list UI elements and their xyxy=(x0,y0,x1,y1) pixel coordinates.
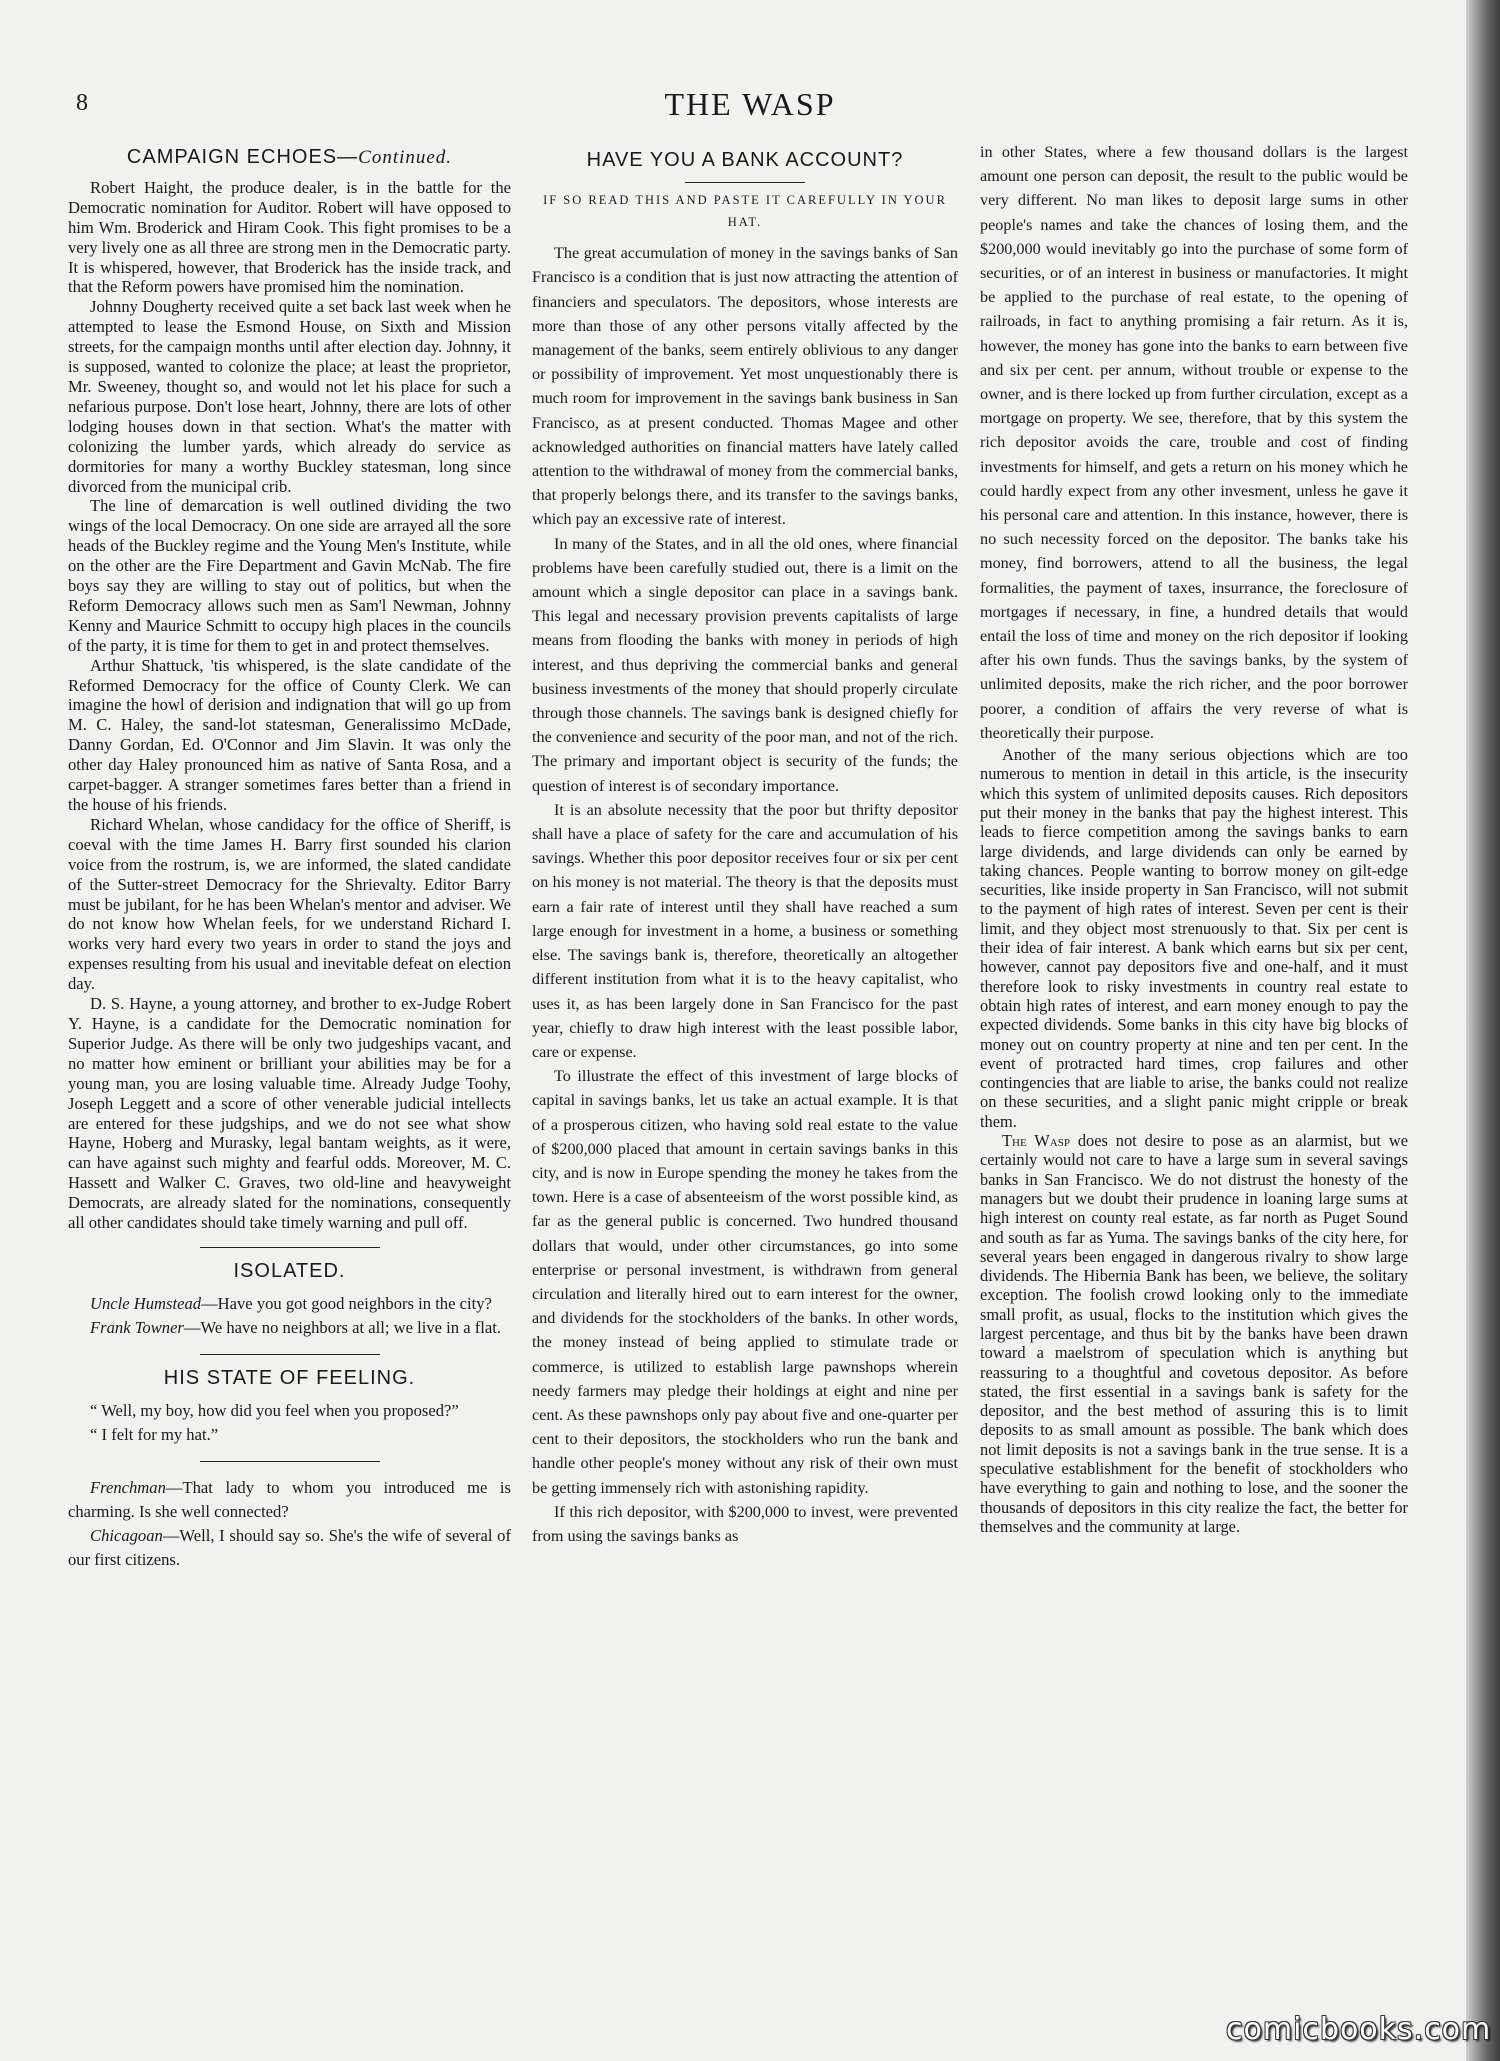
wasp-name: The Wasp xyxy=(1002,1131,1070,1151)
bank-account-heading: HAVE YOU A BANK ACCOUNT? xyxy=(586,149,904,171)
dialogue-line: Chicagoan—Well, I should say so. She's the wife of several of our first citizens. xyxy=(68,1525,511,1569)
paragraph: If this rich depositor, with $200,000 to invest, were prevented from using the savings banks as xyxy=(532,1502,958,1545)
watermark-logo: comicbooks.com xyxy=(1226,2012,1492,2047)
dialogue-line: “ Well, my boy, how did you feel when you proposed?” xyxy=(90,1400,459,1420)
dialogue-line: Uncle Humstead—Have you got good neighbors in the city? xyxy=(90,1293,492,1313)
section-divider xyxy=(200,1247,380,1248)
paragraph: It is an absolute necessity that the poor but thrifty depositor shall have a place of safety for the care and accumulation of his savings. Whether this poor depositor receives four or six per cent on his money is not material. The theory is that the deposits must earn a fair rate of interest until they shall have reached a sum large enough for investment in a home, a business or something else. The savings bank is, therefore, theoretically an altogether different institution from what it is to the heavy capitalist, who uses it, as has been largely done in San Francisco for the past year, chiefly to draw high interest with the least possible labor, care or expense. xyxy=(532,800,958,1061)
paragraph: Robert Haight, the produce dealer, is in the battle for the Democratic nomination for Auditor. Robert will have opposed to him Wm. Broderick and Hiram Cook. This fight promises to be a very lively one as all three are strong men in the Democratic party. It is whispered, however, that Broderick has the inside track, and that the Reform powers have promised him the nomination. xyxy=(68,177,511,297)
dialogue-line: “ I felt for my hat.” xyxy=(90,1424,219,1444)
paragraph: The great accumulation of money in the savings banks of San Francisco is a condition that is just now attracting the attention of financiers and speculators. The depositors, whose interests are more than those of any other persons vitally affected by the management of the banks, seem entirely oblivious to any danger or possibility of improvement. Yet most unquestionably there is much room for improvement in the savings bank business in San Francisco, as at present conducted. Thomas Magee and other acknowledged authorities on financial matters have lately called attention to the withdrawal of money from the commercial banks, that properly belongs there, and its transfer to the savings banks, which pay an excessive rate of interest. xyxy=(532,244,958,529)
page-number: 8 xyxy=(76,90,88,116)
paragraph: In many of the States, and in all the old ones, where financial problems have been carefully studied out, there is a limit on the amount which a single depositor can place in a savings bank. This legal and necessary provision prevents capitalists of large means from flooding the banks with money in periods of high interest, and thus depriving the commercial banks and general business investments of the money that should properly circulate through those channels. The savings bank is designed chiefly for the convenience and security of the poor man, and not of the rich. The primary and important object is security of the funds; the question of interest is of secondary importance. xyxy=(532,534,958,795)
paragraph: Johnny Dougherty received quite a set back last week when he attempted to lease the Esmond House, on Sixth and Mission streets, for the campaign months until after election day. Johnny, it is supposed, wanted to colonize the place; at least the proprietor, Mr. Sweeney, thought so, and would not let his place for such a nefarious purpose. Don't lose heart, Johnny, there are lots of other lodging houses down in that section. What's the matter with colonizing the lumber yards, which already do service as dormitories for many a worthy Buckley statesman, long since divorced from the municipal crib. xyxy=(68,297,511,496)
paragraph: D. S. Hayne, a young attorney, and brother to ex-Judge Robert Y. Hayne, is a candidate for the Democratic nomination for Superior Judge. As there will be only two judgeships vacant, and no matter how eminent or brilliant your abilities may be for a young man, you are losing valuable time. Already Judge Toohy, Joseph Leggett and a score of other venerable judicial intellects are entered for these judgships, and we do not see what show Hayne, Hoberg and Murasky, legal bantam weights, as it were, can have against such mighty and fearful odds. Moreover, M. C. Hassett and Walker C. Graves, two old-line and heavyweight Democrats, are already slated for the nominations, consequently all other candidates should take timely warning and pull off. xyxy=(68,994,511,1233)
campaign-echoes-heading: CAMPAIGN ECHOES—Continued. xyxy=(126,146,453,168)
paragraph-continued: in other States, where a few thousand dollars is the largest amount one person can deposit, the result to the public would be very different. No man likes to deposit large sums in other people's names and take the chances of losing them, and the $200,000 would inevitably go into the purchase of some form of securities, or of an interest in business or manufactories. It might be applied to the purchase of real estate, to the opening of railroads, in fact to anything promising a fair return. As it is, however, the money has gone into the banks to earn between five and six per cent. per annum, without trouble or expense to the owner, and is there locked up from further circulation, except as a mortgage on property. We see, therefore, that by this system the rich depositor avoids the care, trouble and cost of finding investments for himself, and gets a return on his money which he could hardly expect from any other invesment, unless he gave it his personal care and attention. In this instance, however, there is no such necessity forced on the depositor. The banks take his money, find borrowers, attend to all the business, the legal formalities, the payment of taxes, insurrance, the foreclosure of mortgages if necessary, in fine, a hundred details that would entail the loss of time and money on the rich depositor if looking after his own funds. Thus the savings banks, by the system of unlimited deposits, make the rich richer, and the poor borrower poorer, a condition of affairs the very reverse of what is theoretically their purpose. xyxy=(980,143,1408,742)
heading-rule xyxy=(685,182,805,183)
masthead: THE WASP xyxy=(664,86,836,122)
paragraph: Another of the many serious objections which are too numerous to mention in detail in this article, is the insecurity which this system of unlimited deposits causes. Rich depositors put their money in the banks that pay the highest interest. This leads to fierce competition among the savings banks to earn large dividends, and large dividends can only be earned by taking chances. People wanting to borrow money on gilt-edge securities, like inside property in San Francisco, will not submit to the payment of high rates of interest. Seven per cent is their limit, and they object most strenuously to that. Six per cent is their idea of fair interest. A bank which earns but six per cent, however, cannot pay depositors five and one-half, and it must therefore look to risky investments in country real estate to obtain high rates of interest, and earn money enough to pay the expected dividends. Some banks in this city have big blocks of money out on country property at nine and ten per cent. In the event of protracted hard times, crop failures and other contingencies that are liable to arise, the banks could not realize on these securities, and a slight panic might cripple or break them. xyxy=(980,745,1408,1131)
paragraph: The Wasp does not desire to pose as an alarmist, but we certainly would not care to have a large sum in several savings banks in San Francisco. We do not distrust the honesty of the managers but we doubt their prudence in loaning large sums at high interest on county real estate, as far north as Puget Sound and south as far as Yuma. The savings banks of the city here, for several years been engaged in dangerous rivalry to show large dividends. The Hibernia Bank has been, we believe, the solitary exception. The foolish crowd looking only to the immediate small profit, as usual, flocks to the institution which gives the largest percentage, and thus bit by the banks have been drawn toward a maelstrom of speculation which is anything but reassuring to a thoughtful and covetous depositor. As before stated, the first essential in a savings bank is safety for the depositor, and the best method of assuring this is to limit deposits to as small amount as possible. The bank which does not limit deposits is not a savings bank in the true sense. It is a speculative establishment for the benefit of stockholders who have everything to gain and nothing to lose, and the sooner the thousands of depositors in this city realize the fact, the better for themselves and the community at large. xyxy=(980,1131,1408,1536)
bank-account-subheading: IF SO READ THIS AND PASTE IT CAREFULLY IN YOUR HAT. xyxy=(543,193,947,230)
column-bank-account xyxy=(532,140,958,1548)
dialogue-line: Frenchman—That lady to whom you introduced me is charming. Is she well connected? xyxy=(68,1477,511,1521)
paragraph: To illustrate the effect of this investment of large blocks of capital in savings banks, let us take an actual example. It is that of a prosperous citizen, who having sold real estate to the value of $200,000 placed that amount in certain savings banks in this city, and is now in Europe spending the money he takes from the town. Here is a case of absenteeism of the worst possible kind, as far as the general public is concerned. Two hundred thousand dollars that would, under other circumstances, go into some enterprise or personal investment, is withdrawn from general circulation and literally hired out to earn interest for the owner, and dividends for the stockholders of the banks. In other words, the money instead of being applied to stimulate trade or commerce, is utilized to establish large pawnshops wherein needy farmers may pledge their holdings at eight and nine per cent. As these pawnshops only pay about five and one-quarter per cent to their depositors, the stockholders who run the bank and handle other people's money without any risk of their own must be getting immensely rich with astonishing rapidity. xyxy=(532,1067,958,1497)
paragraph: The line of demarcation is well outlined dividing the two wings of the local Democracy. On one side are arrayed all the sore heads of the Buckley regime and the Young Men's Institute, while on the other are the Fire Department and Gavin McNab. The fire boys say they are willing to stay out of politics, but when the Reform Democracy allows such men as Sam'l Newman, Johnny Kenny and Maurice Schmitt to occupy high places in the councils of the party, it is time for them to get in and protect themselves. xyxy=(68,496,511,655)
paragraph: Richard Whelan, whose candidacy for the office of Sheriff, is coeval with the time James H. Barry first sounded his clarion voice from the rostrum, is, we are informed, the slated candidate of the Sutter-street Democracy for the Shrievalty. Editor Barry must be jubilant, for he has been Whelan's mentor and adviser. We do not know how Whelan feels, for we understand Richard I. works very hard every two years in order to stand the joys and expenses resulting from his usual and inevitable defeat on election day. xyxy=(68,814,511,994)
page-edge-shadow xyxy=(1466,0,1500,2061)
section-divider xyxy=(200,1354,380,1355)
paragraph: Arthur Shattuck, 'tis whispered, is the slate candidate of the Reformed Democracy for the office of County Clerk. We can imagine the howl of derision and indignation that will go up from M. C. Haley, the sand-lot statesman, Generalissimo McDade, Danny Gordan, Ed. O'Connor and Jim Slavin. It was only the other day Haley pronounced him as native of Santa Rosa, and a carpet-bagger. A stranger sometimes fares better than a friend in the house of his friends. xyxy=(68,655,511,814)
section-divider xyxy=(200,1461,380,1462)
column-bank-account-continued xyxy=(980,140,1408,1536)
isolated-heading: ISOLATED. xyxy=(233,1259,346,1282)
state-of-feeling-heading: HIS STATE OF FEELING. xyxy=(163,1366,416,1389)
column-campaign-echoes xyxy=(68,140,511,1572)
dialogue-line: Frank Towner—We have no neighbors at all; we live in a flat. xyxy=(90,1317,501,1337)
